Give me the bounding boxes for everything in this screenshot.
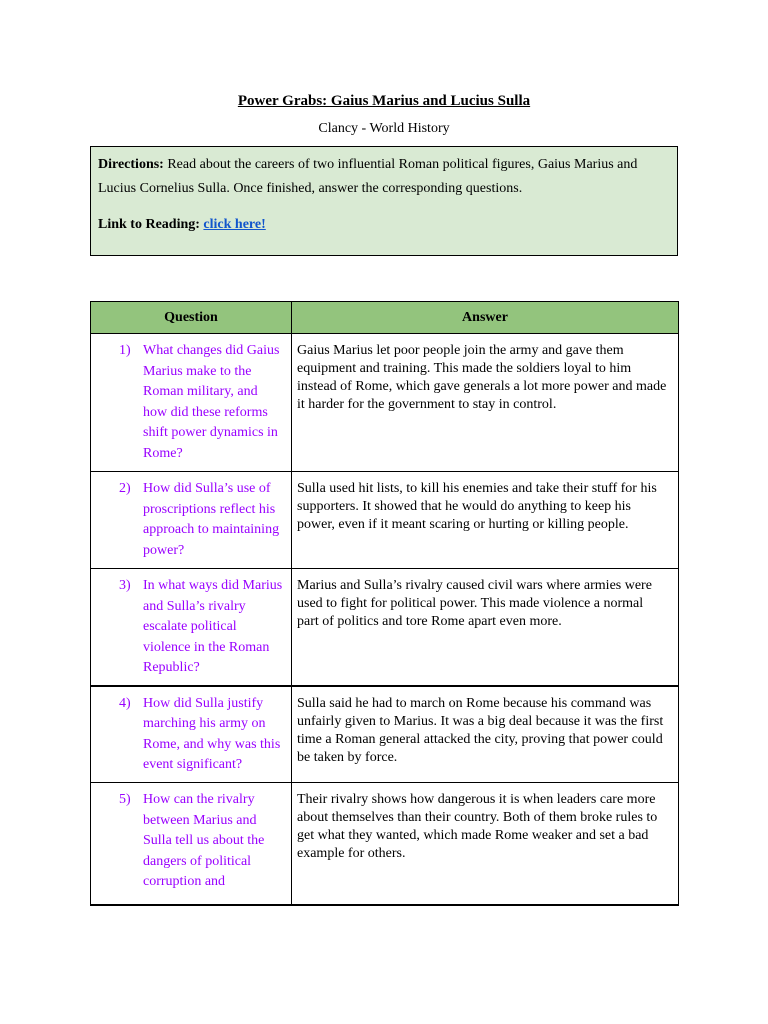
table-row: [91, 569, 679, 686]
table-row: [91, 334, 679, 472]
question-cell: [91, 783, 292, 905]
question-number: 5): [119, 792, 131, 807]
question-cell: [91, 569, 292, 686]
directions-body: Read about the careers of two influential Roman political figures, Gaius Marius and Lucius Cornelius Sulla. Once finished, answer the corresponding questions.: [98, 157, 638, 196]
question-number: 2): [119, 481, 131, 496]
answer-cell[interactable]: [292, 334, 679, 472]
table-header-row: [91, 302, 679, 334]
directions-label: Directions:: [98, 157, 164, 172]
answer-cell[interactable]: [292, 472, 679, 569]
qa-table: [90, 301, 679, 906]
table-row: [91, 472, 679, 569]
answer-text: Their rivalry shows how dangerous it is when leaders care more about themselves than their country. Both of them broke rules to get what they wanted, which made Rome weaker and set a bad example for others.: [297, 792, 658, 861]
answer-cell[interactable]: [292, 569, 679, 686]
link-label: Link to Reading:: [98, 217, 200, 232]
answer-text: Sulla said he had to march on Rome because his command was unfairly given to Marius. It was a big deal because it was the first time a Roman general attacked the city, proving that power could be taken by force.: [297, 695, 664, 765]
answer-text: Marius and Sulla’s rivalry caused civil wars where armies were used to fight for political power. This made violence a normal part of politics and tore Rome apart even more.: [297, 578, 652, 629]
question-text: What changes did Gaius Marius make to the Roman military, and how did these reforms shift power dynamics in Rome?: [143, 343, 280, 461]
question-cell: [91, 472, 292, 569]
question-cell: [91, 334, 292, 472]
question-text: How can the rivalry between Marius and Sulla tell us about the dangers of political corruption and: [143, 792, 265, 889]
question-header: Question: [91, 302, 292, 334]
page-subtitle: Clancy - World History: [318, 121, 450, 136]
table-row: [91, 783, 679, 905]
question-number: 4): [119, 695, 131, 711]
question-number: 1): [119, 343, 131, 358]
answer-text: Sulla used hit lists, to kill his enemies and take their stuff for his supporters. It showed that he would do anything to keep his power, even if it meant scaring or hurting or killing people.: [297, 481, 657, 532]
answer-cell[interactable]: [292, 783, 679, 905]
question-text: In what ways did Marius and Sulla’s rivalry escalate political violence in the Roman Republic?: [143, 578, 283, 675]
table-row: [91, 686, 679, 783]
answer-header: Answer: [292, 302, 679, 334]
answer-cell[interactable]: [292, 686, 679, 783]
question-cell: [91, 686, 292, 783]
directions-box: [90, 146, 678, 256]
question-text: How did Sulla’s use of proscriptions reflect his approach to maintaining power?: [143, 481, 280, 558]
question-text: How did Sulla justify marching his army on Rome, and why was this event significant?: [143, 695, 281, 772]
answer-text: Gaius Marius let poor people join the army and gave them equipment and training. This made the soldiers loyal to him instead of Rome, which gave generals a lot more power and made it harder for the government to stay in control.: [297, 343, 667, 412]
reading-link-line: [98, 213, 670, 237]
page-title: Power Grabs: Gaius Marius and Lucius Sulla: [237, 93, 531, 109]
question-number: 3): [119, 578, 131, 593]
reading-link[interactable]: click here!: [203, 217, 266, 232]
directions-text: [98, 153, 670, 201]
